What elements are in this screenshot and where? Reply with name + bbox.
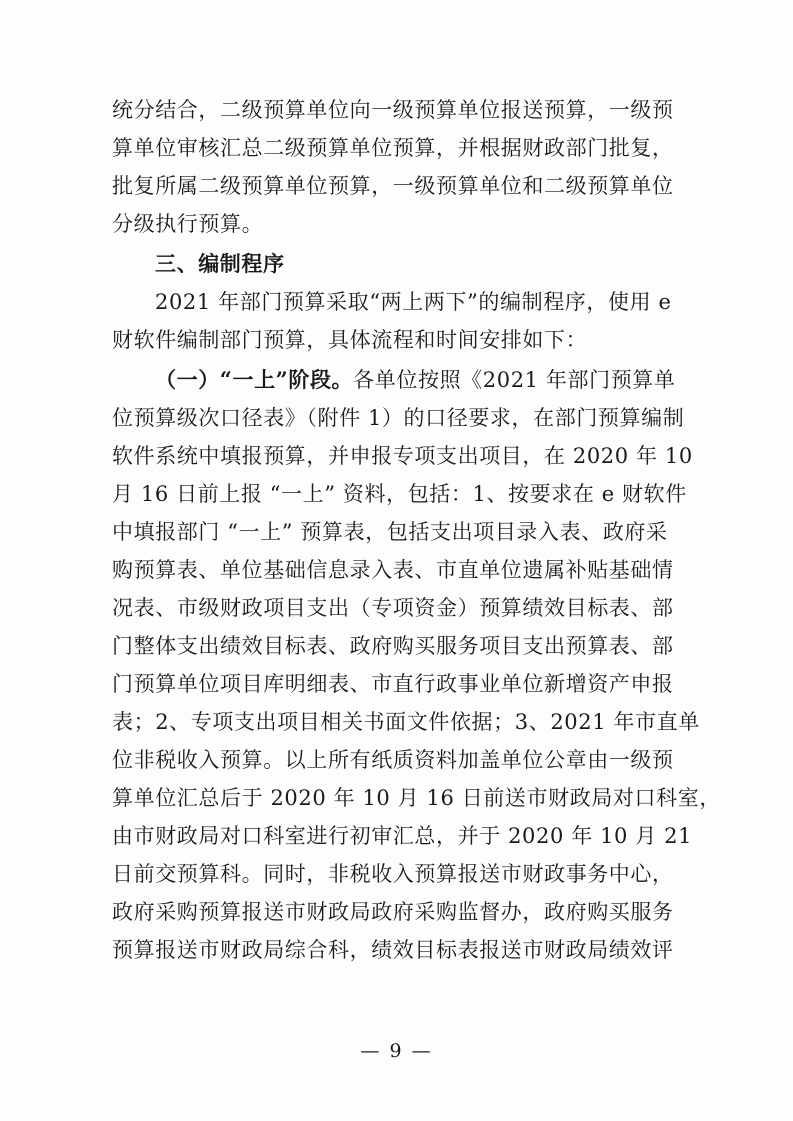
paragraph-line: 由市财政局对口科室进行初审汇总，并于 2020 年 10 月 21 xyxy=(112,824,693,848)
paragraph-line: 日前交预算科。同时，非税收入预算报送市财政事务中心， xyxy=(112,862,674,886)
paragraph-line: 表；2、专项支出项目相关书面文件依据；3、2021 年市直单 xyxy=(112,710,700,734)
page-number: — 9 — xyxy=(360,1040,433,1062)
paragraph-text: 各单位按照《2021 年部门预算单 xyxy=(353,368,676,392)
paragraph-line: 购预算表、单位基础信息录入表、市直单位遗属补贴基础情 xyxy=(112,558,674,582)
paragraph-line: 软件系统中填报预算，并申报专项支出项目，在 2020 年 10 xyxy=(112,444,693,468)
paragraph-line xyxy=(155,367,676,392)
paragraph-line: 分级执行预算。 xyxy=(112,212,264,236)
paragraph-line: 月 16 日前上报 “一上” 资料，包括：1、按要求在 e 财软件 xyxy=(112,482,687,506)
paragraph-line: 财软件编制部门预算，具体流程和时间安排如下： xyxy=(112,328,588,352)
section-heading: 三、编制程序 xyxy=(155,251,285,276)
paragraph-line: 政府采购预算报送市财政局政府采购监督办，政府购买服务 xyxy=(112,900,674,924)
paragraph-line: 统分结合，二级预算单位向一级预算单位报送预算，一级预 xyxy=(112,98,674,122)
paragraph-line: 批复所属二级预算单位预算，一级预算单位和二级预算单位 xyxy=(112,174,674,198)
paragraph-line: 位预算级次口径表》（附件 1）的口径要求，在部门预算编制 xyxy=(112,406,685,430)
paragraph-line: 门预算单位项目库明细表、市直行政事业单位新增资产申报 xyxy=(112,672,674,696)
paragraph-line: 算单位汇总后于 2020 年 10 月 16 日前送市财政局对口科室， xyxy=(112,786,721,810)
subsection-heading: （一）“一上”阶段。 xyxy=(155,367,354,392)
paragraph-line: 预算报送市财政局综合科，绩效目标表报送市财政局绩效评 xyxy=(112,938,674,962)
paragraph-line: 算单位审核汇总二级预算单位预算，并根据财政部门批复， xyxy=(112,136,674,160)
paragraph-line: 中填报部门 “一上” 预算表，包括支出项目录入表、政府采 xyxy=(112,520,668,544)
paragraph-line: 门整体支出绩效目标表、政府购买服务项目支出预算表、部 xyxy=(112,634,674,658)
paragraph-line: 位非税收入预算。以上所有纸质资料加盖单位公章由一级预 xyxy=(112,748,674,772)
paragraph-line: 况表、市级财政项目支出（专项资金）预算绩效目标表、部 xyxy=(112,596,674,620)
paragraph-line: 2021 年部门预算采取“两上两下”的编制程序，使用 e xyxy=(155,290,672,314)
